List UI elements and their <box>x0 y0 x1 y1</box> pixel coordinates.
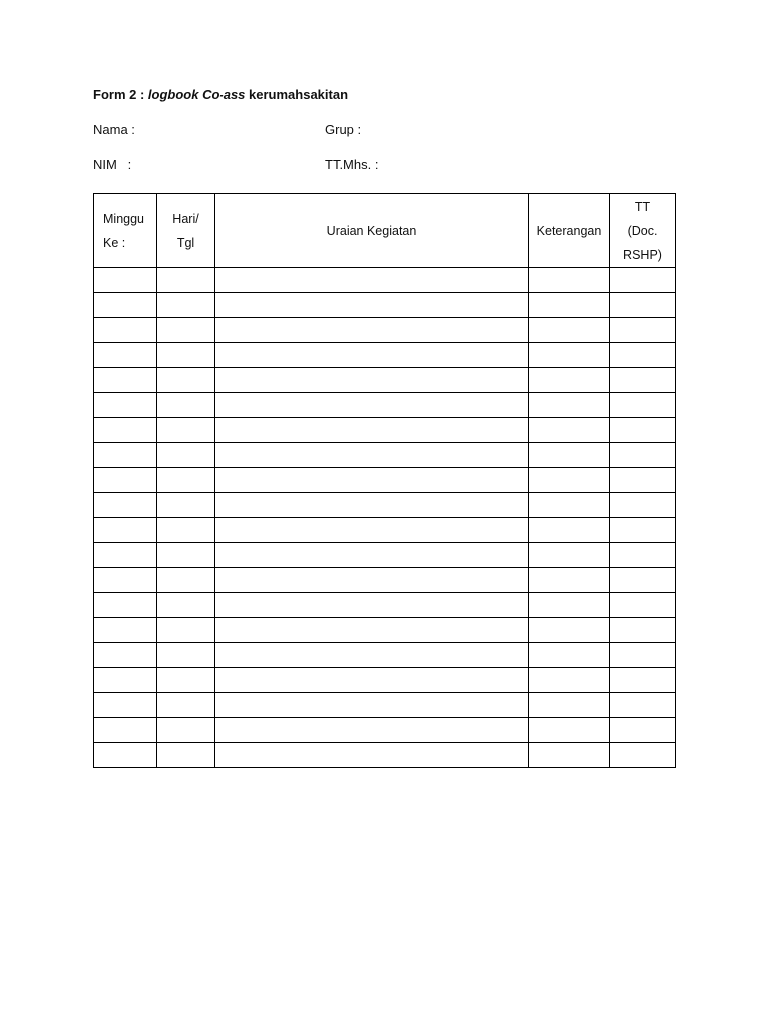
table-row <box>94 693 676 718</box>
table-row <box>94 468 676 493</box>
table-cell[interactable] <box>610 443 676 468</box>
table-cell[interactable] <box>610 568 676 593</box>
table-cell[interactable] <box>157 643 215 668</box>
col-minggu-line1: Minggu <box>103 211 144 226</box>
table-cell[interactable] <box>157 418 215 443</box>
col-keterangan-line1: Keterangan <box>536 223 602 238</box>
table-cell[interactable] <box>610 343 676 368</box>
table-cell[interactable] <box>610 543 676 568</box>
table-cell[interactable] <box>529 443 610 468</box>
table-cell[interactable] <box>529 293 610 318</box>
table-cell[interactable] <box>215 743 529 768</box>
table-cell[interactable] <box>529 743 610 768</box>
table-cell[interactable] <box>529 718 610 743</box>
table-cell[interactable] <box>215 518 529 543</box>
table-cell[interactable] <box>94 418 157 443</box>
table-cell[interactable] <box>157 468 215 493</box>
table-cell[interactable] <box>94 568 157 593</box>
table-cell[interactable] <box>610 368 676 393</box>
grup-label: Grup : <box>325 122 362 137</box>
table-cell[interactable] <box>157 718 215 743</box>
table-cell[interactable] <box>529 318 610 343</box>
table-cell[interactable] <box>610 493 676 518</box>
col-tt-line2: (Doc. <box>627 223 658 238</box>
table-cell[interactable] <box>94 643 157 668</box>
table-cell[interactable] <box>610 418 676 443</box>
table-cell[interactable] <box>215 343 529 368</box>
table-row <box>94 343 676 368</box>
table-cell[interactable] <box>94 443 157 468</box>
table-cell[interactable] <box>94 693 157 718</box>
table-row <box>94 493 676 518</box>
table-cell[interactable] <box>215 468 529 493</box>
table-cell[interactable] <box>157 568 215 593</box>
table-row <box>94 418 676 443</box>
table-cell[interactable] <box>215 443 529 468</box>
table-cell[interactable] <box>157 343 215 368</box>
table-cell[interactable] <box>215 618 529 643</box>
table-cell[interactable] <box>94 468 157 493</box>
table-cell[interactable] <box>529 493 610 518</box>
table-cell[interactable] <box>610 393 676 418</box>
table-cell[interactable] <box>215 543 529 568</box>
table-cell[interactable] <box>157 268 215 293</box>
table-cell[interactable] <box>529 593 610 618</box>
table-cell[interactable] <box>610 518 676 543</box>
table-cell[interactable] <box>215 393 529 418</box>
table-cell[interactable] <box>610 318 676 343</box>
form-title-italic: logbook Co-ass <box>147 87 246 102</box>
table-cell[interactable] <box>94 718 157 743</box>
table-cell[interactable] <box>94 493 157 518</box>
table-cell[interactable] <box>529 618 610 643</box>
table-cell[interactable] <box>94 593 157 618</box>
table-cell[interactable] <box>94 518 157 543</box>
table-cell[interactable] <box>94 668 157 693</box>
table-cell[interactable] <box>157 593 215 618</box>
col-hari-line1: Hari/ <box>172 211 199 226</box>
logbook-table <box>93 193 676 768</box>
table-cell[interactable] <box>157 543 215 568</box>
table-cell[interactable] <box>157 393 215 418</box>
table-cell[interactable] <box>157 493 215 518</box>
table-cell[interactable] <box>529 268 610 293</box>
form-title-suffix: kerumahsakitan <box>245 87 349 102</box>
table-cell[interactable] <box>157 318 215 343</box>
table-cell[interactable] <box>529 543 610 568</box>
table-cell[interactable] <box>157 368 215 393</box>
nama-label: Nama : <box>93 122 135 137</box>
table-cell[interactable] <box>529 368 610 393</box>
form-title-prefix: Form 2 : <box>93 87 148 102</box>
table-cell[interactable] <box>215 318 529 343</box>
table-cell[interactable] <box>215 718 529 743</box>
table-cell[interactable] <box>215 493 529 518</box>
table-row <box>94 443 676 468</box>
table-cell[interactable] <box>215 593 529 618</box>
table-cell[interactable] <box>529 468 610 493</box>
table-cell[interactable] <box>610 468 676 493</box>
table-cell[interactable] <box>94 293 157 318</box>
col-minggu-line2: Ke : <box>103 235 126 250</box>
col-uraian-line1: Uraian Kegiatan <box>326 223 417 238</box>
table-cell[interactable] <box>610 693 676 718</box>
table-cell[interactable] <box>94 543 157 568</box>
table-cell[interactable] <box>215 293 529 318</box>
logbook-table-body <box>94 268 676 768</box>
nim-label: NIM : <box>93 157 132 172</box>
table-cell[interactable] <box>610 293 676 318</box>
table-row <box>94 618 676 643</box>
table-cell[interactable] <box>215 668 529 693</box>
table-cell[interactable] <box>610 618 676 643</box>
table-cell[interactable] <box>610 718 676 743</box>
table-cell[interactable] <box>529 668 610 693</box>
table-row <box>94 393 676 418</box>
col-tt-header <box>610 194 676 268</box>
table-row <box>94 518 676 543</box>
table-cell[interactable] <box>610 743 676 768</box>
table-cell[interactable] <box>610 268 676 293</box>
table-row <box>94 668 676 693</box>
table-cell[interactable] <box>529 643 610 668</box>
table-cell[interactable] <box>610 643 676 668</box>
table-cell[interactable] <box>529 693 610 718</box>
table-row <box>94 318 676 343</box>
table-cell[interactable] <box>529 418 610 443</box>
table-row <box>94 568 676 593</box>
table-cell[interactable] <box>610 593 676 618</box>
table-cell[interactable] <box>157 293 215 318</box>
table-cell[interactable] <box>157 693 215 718</box>
table-cell[interactable] <box>94 618 157 643</box>
table-cell[interactable] <box>529 343 610 368</box>
table-header-row <box>94 194 676 268</box>
form-title <box>93 87 348 102</box>
table-row <box>94 718 676 743</box>
table-cell[interactable] <box>157 618 215 643</box>
table-row <box>94 593 676 618</box>
tt-mhs-label: TT.Mhs. : <box>325 157 379 172</box>
col-hari-header <box>157 194 215 268</box>
table-row <box>94 543 676 568</box>
table-cell[interactable] <box>215 643 529 668</box>
table-cell[interactable] <box>215 368 529 393</box>
table-cell[interactable] <box>157 668 215 693</box>
table-cell[interactable] <box>94 743 157 768</box>
col-hari-line2: Tgl <box>176 235 195 250</box>
table-row <box>94 293 676 318</box>
table-cell[interactable] <box>215 568 529 593</box>
table-cell[interactable] <box>215 418 529 443</box>
table-cell[interactable] <box>94 368 157 393</box>
col-minggu-header <box>94 194 157 268</box>
table-row <box>94 643 676 668</box>
col-uraian-header <box>215 194 529 268</box>
table-row <box>94 368 676 393</box>
table-cell[interactable] <box>94 268 157 293</box>
table-cell[interactable] <box>157 743 215 768</box>
col-keterangan-header <box>529 194 610 268</box>
table-row <box>94 268 676 293</box>
table-cell[interactable] <box>94 393 157 418</box>
table-cell[interactable] <box>157 518 215 543</box>
table-row <box>94 743 676 768</box>
table-cell[interactable] <box>94 343 157 368</box>
table-cell[interactable] <box>215 268 529 293</box>
table-cell[interactable] <box>610 668 676 693</box>
table-cell[interactable] <box>215 693 529 718</box>
table-cell[interactable] <box>157 443 215 468</box>
table-cell[interactable] <box>529 393 610 418</box>
table-cell[interactable] <box>529 568 610 593</box>
table-cell[interactable] <box>529 518 610 543</box>
col-tt-line3: RSHP) <box>623 247 662 262</box>
table-cell[interactable] <box>94 318 157 343</box>
col-tt-line1: TT <box>634 199 651 214</box>
